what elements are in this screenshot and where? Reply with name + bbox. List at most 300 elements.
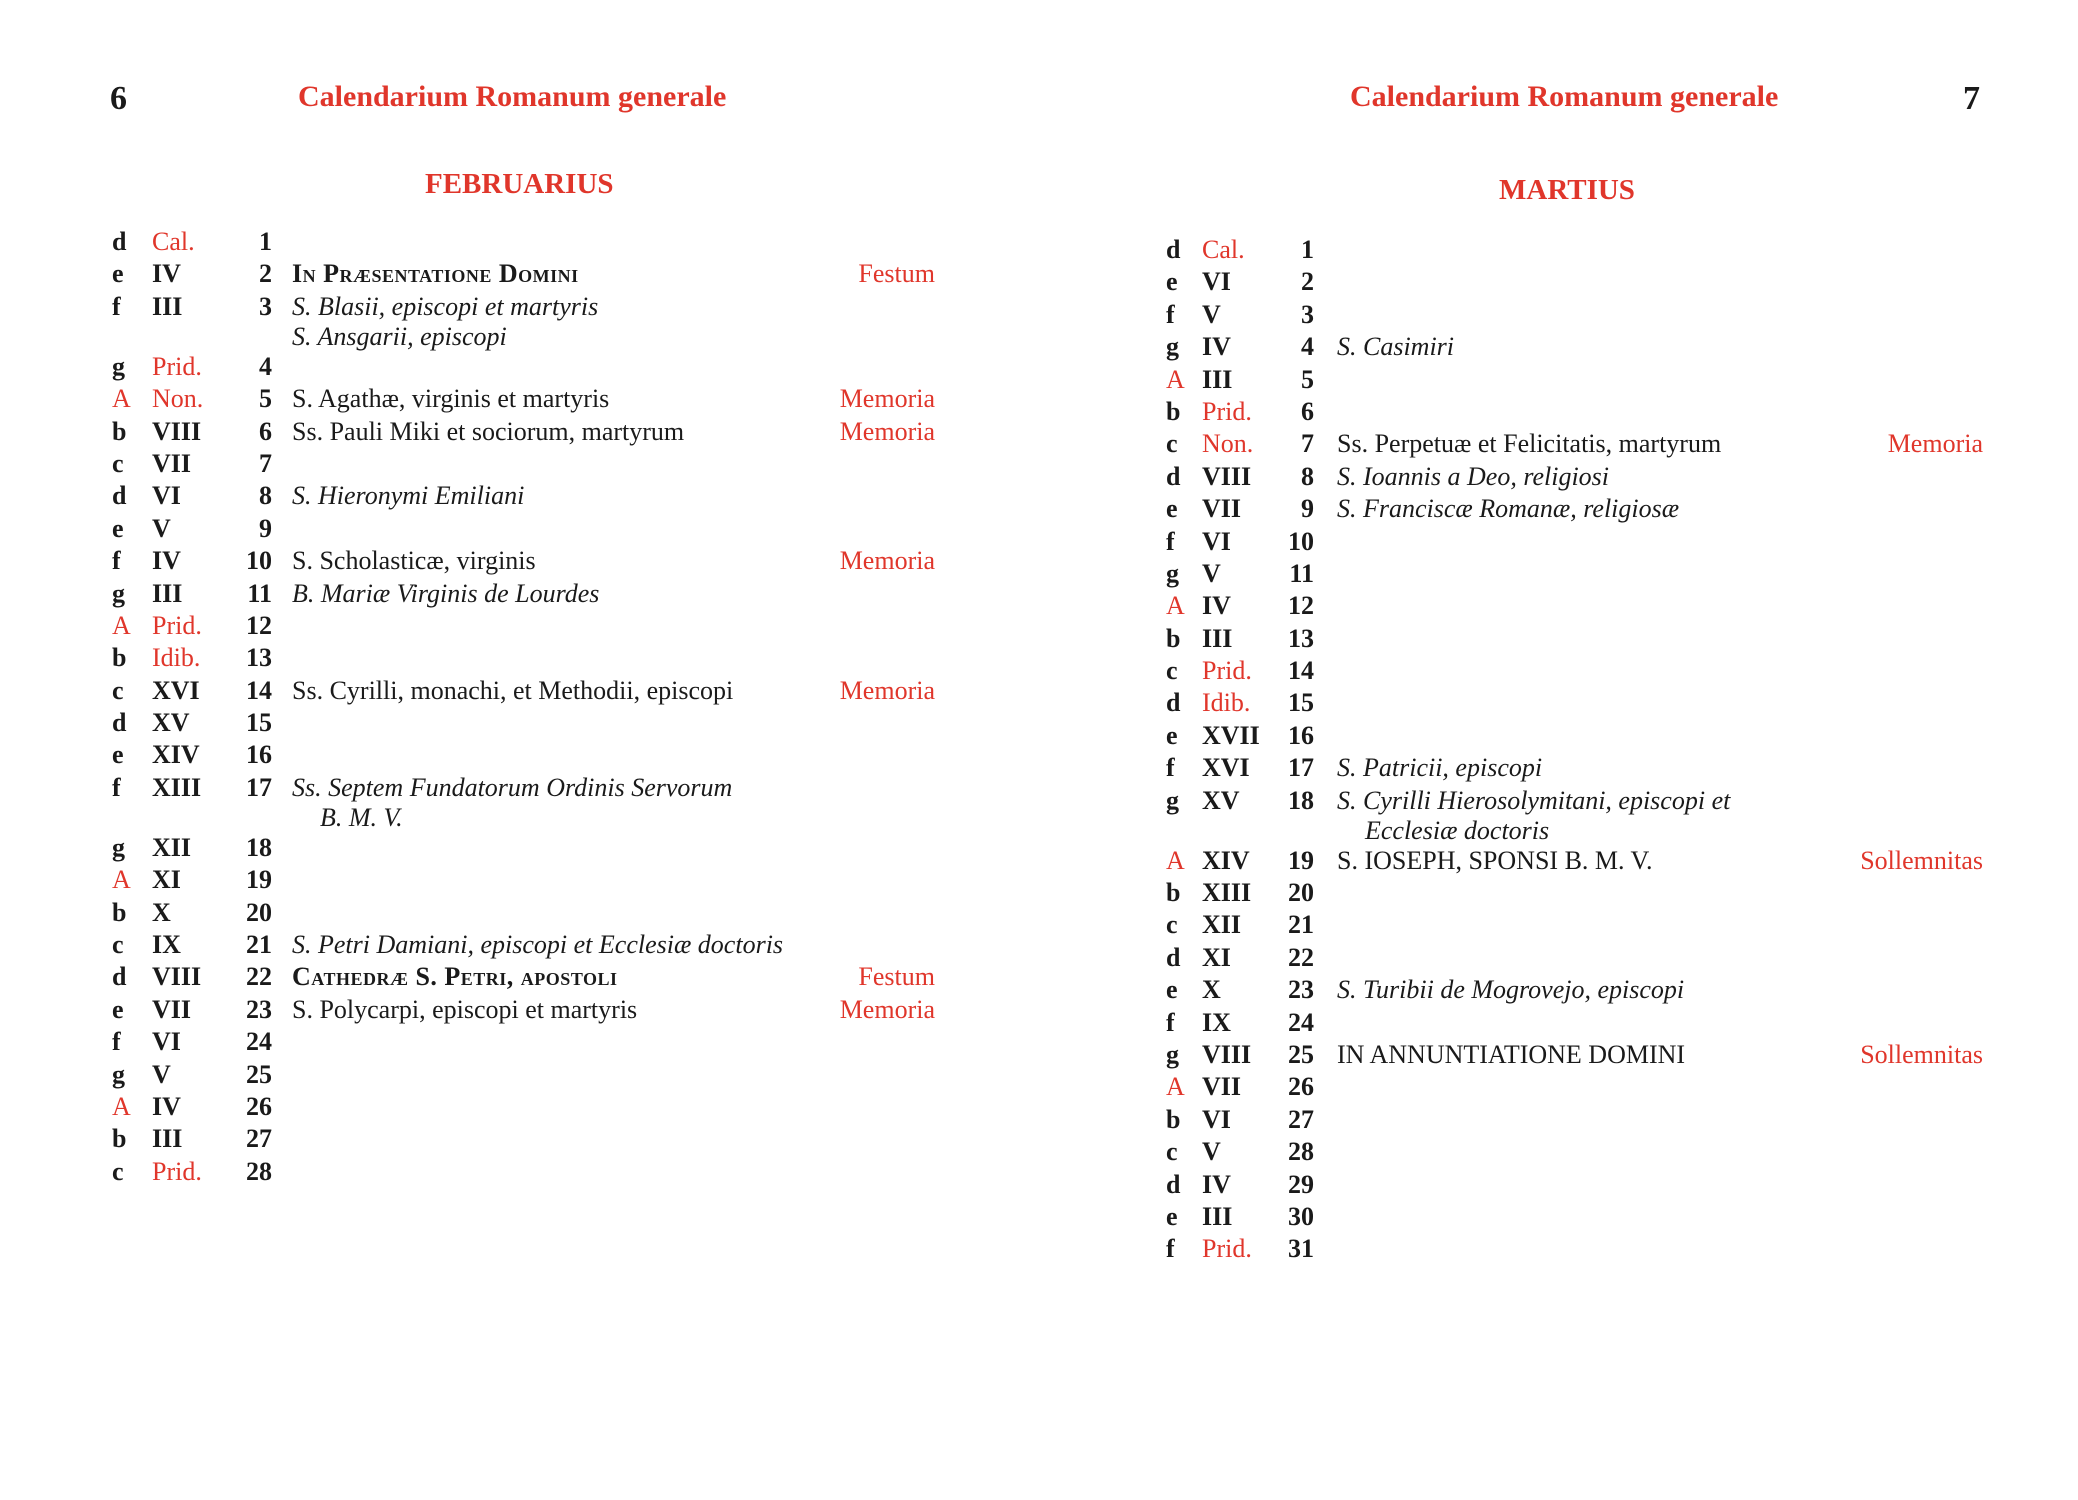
dominical-letter: d xyxy=(1166,1169,1181,1199)
calendar-row xyxy=(0,1026,1039,1058)
celebration-line: Ss. Cyrilli, monachi, et Methodii, episcopi xyxy=(292,675,734,705)
rank-label: Festum xyxy=(858,962,935,992)
calendar-row xyxy=(0,961,1039,993)
dominical-letter: f xyxy=(1166,1007,1175,1037)
calendar-row xyxy=(0,1156,1039,1188)
roman-date: Prid. xyxy=(152,1156,202,1186)
roman-date: III xyxy=(152,1124,183,1154)
day-number: 12 xyxy=(1288,591,1314,621)
day-number: 4 xyxy=(1301,332,1314,362)
roman-date: IV xyxy=(1202,332,1231,362)
dominical-letter: d xyxy=(1166,461,1181,491)
celebration xyxy=(292,675,733,707)
calendar-table-martius xyxy=(1039,234,2078,1266)
dominical-letter: A xyxy=(1166,364,1185,394)
day-number: 23 xyxy=(246,994,272,1024)
dominical-letter: b xyxy=(1166,623,1181,653)
dominical-letter: f xyxy=(112,546,121,576)
roman-date: V xyxy=(152,1059,171,1089)
celebration xyxy=(292,772,732,832)
celebration-line: S. Franciscæ Romanæ, religiosæ xyxy=(1337,494,1680,524)
roman-date: XVII xyxy=(1202,720,1260,750)
dominical-letter: f xyxy=(112,291,121,321)
celebration xyxy=(1337,331,1454,363)
roman-date: VII xyxy=(152,994,192,1024)
roman-date: IV xyxy=(1202,591,1231,621)
celebration-line: S. Agathæ, virginis et martyris xyxy=(292,384,610,414)
dominical-letter: d xyxy=(1166,942,1181,972)
day-number: 27 xyxy=(1288,1104,1314,1134)
roman-date: XI xyxy=(1202,942,1231,972)
roman-date: Prid. xyxy=(152,351,202,381)
calendar-row xyxy=(0,383,1039,415)
celebration xyxy=(1337,493,1679,525)
roman-date: III xyxy=(152,291,183,321)
dominical-letter: b xyxy=(112,1124,127,1154)
dominical-letter: e xyxy=(1166,494,1178,524)
celebration-line: S. Hieronymi Emiliani xyxy=(292,481,525,511)
day-number: 29 xyxy=(1288,1169,1314,1199)
day-number: 20 xyxy=(246,897,272,927)
dominical-letter: g xyxy=(1166,1039,1179,1069)
roman-date: VI xyxy=(1202,1104,1231,1134)
calendar-row xyxy=(1039,331,2078,363)
dominical-letter: c xyxy=(112,1156,124,1186)
dominical-letter: b xyxy=(1166,878,1181,908)
roman-date: X xyxy=(152,897,171,927)
calendar-row xyxy=(0,994,1039,1026)
dominical-letter: d xyxy=(112,962,127,992)
day-number: 11 xyxy=(247,578,272,608)
day-number: 11 xyxy=(1289,558,1314,588)
celebration-line: S. Turibii de Mogrovejo, episcopi xyxy=(1337,975,1685,1005)
day-number: 3 xyxy=(259,291,272,321)
dominical-letter: g xyxy=(1166,558,1179,588)
roman-date: III xyxy=(1202,623,1233,653)
calendar-row xyxy=(1039,266,2078,298)
page-number: 7 xyxy=(1963,80,1980,117)
roman-date: Cal. xyxy=(152,227,195,256)
day-number: 1 xyxy=(259,227,272,256)
dominical-letter: A xyxy=(112,610,131,640)
dominical-letter: b xyxy=(112,897,127,927)
roman-date: Prid. xyxy=(1202,396,1252,426)
day-number: 8 xyxy=(259,481,272,511)
celebration-line: S. IOSEPH, SPONSI B. M. V. xyxy=(1337,845,1653,875)
calendar-row xyxy=(0,642,1039,674)
celebration xyxy=(292,929,783,961)
celebration-line: S. Blasii, episcopi et martyris xyxy=(292,291,599,321)
celebration-line: S. Petri Damiani, episcopi et Ecclesiæ doctoris xyxy=(292,930,784,960)
roman-date: IV xyxy=(1202,1169,1231,1199)
day-number: 5 xyxy=(259,384,272,414)
dominical-letter: A xyxy=(112,384,131,414)
calendar-row xyxy=(1039,428,2078,460)
calendar-row xyxy=(0,1059,1039,1091)
roman-date: XV xyxy=(152,708,190,738)
day-number: 24 xyxy=(246,1027,272,1057)
calendar-row xyxy=(1039,234,2078,266)
dominical-letter: c xyxy=(112,930,124,960)
calendar-row xyxy=(1039,299,2078,331)
celebration xyxy=(292,994,637,1026)
roman-date: XIV xyxy=(1202,845,1250,875)
calendar-row xyxy=(0,545,1039,577)
dominical-letter: e xyxy=(1166,267,1178,297)
roman-date: Prid. xyxy=(152,610,202,640)
day-number: 26 xyxy=(246,1091,272,1121)
roman-date: Idib. xyxy=(152,643,201,673)
celebration xyxy=(1337,461,1609,493)
day-number: 8 xyxy=(1301,461,1314,491)
celebration-line: S. Patricii, episcopi xyxy=(1337,753,1543,783)
roman-date: VII xyxy=(1202,1072,1242,1102)
celebration-line: IN ANNUNTIATIONE DOMINI xyxy=(1337,1039,1686,1069)
rank-label: Sollemnitas xyxy=(1860,845,1983,875)
roman-date: XIII xyxy=(152,772,202,802)
calendar-row xyxy=(0,864,1039,896)
day-number: 18 xyxy=(1288,785,1314,815)
roman-date: V xyxy=(1202,1137,1221,1167)
calendar-row xyxy=(1039,461,2078,493)
day-number: 21 xyxy=(1288,910,1314,940)
running-head: Calendarium Romanum generale xyxy=(1350,80,1779,113)
day-number: 23 xyxy=(1288,975,1314,1005)
day-number: 17 xyxy=(246,772,272,802)
roman-date: XVI xyxy=(152,675,200,705)
calendar-row xyxy=(1039,1071,2078,1103)
dominical-letter: e xyxy=(112,740,124,770)
dominical-letter: b xyxy=(112,416,127,446)
calendar-row xyxy=(1039,1136,2078,1168)
calendar-row xyxy=(0,610,1039,642)
day-number: 22 xyxy=(1288,942,1314,972)
roman-date: Idib. xyxy=(1202,688,1251,718)
dominical-letter: e xyxy=(1166,1201,1178,1231)
celebration xyxy=(292,291,598,351)
day-number: 14 xyxy=(246,675,272,705)
calendar-row xyxy=(0,1123,1039,1155)
calendar-row xyxy=(1039,1104,2078,1136)
dominical-letter: g xyxy=(1166,785,1179,815)
calendar-row xyxy=(1039,1201,2078,1233)
dominical-letter: c xyxy=(1166,1137,1178,1167)
celebration xyxy=(292,545,536,577)
day-number: 2 xyxy=(1301,267,1314,297)
calendar-row xyxy=(0,513,1039,545)
celebration-line: Ss. Pauli Miki et sociorum, martyrum xyxy=(292,416,685,446)
calendar-row xyxy=(1039,364,2078,396)
roman-date: VIII xyxy=(1202,461,1252,491)
calendar-row xyxy=(1039,655,2078,687)
roman-date: III xyxy=(1202,1201,1233,1231)
celebration xyxy=(292,578,599,610)
roman-date: XV xyxy=(1202,785,1240,815)
calendar-row xyxy=(1039,1169,2078,1201)
day-number: 19 xyxy=(1288,845,1314,875)
day-number: 1 xyxy=(1301,235,1314,264)
calendar-row xyxy=(0,351,1039,383)
calendar-row xyxy=(1039,1233,2078,1265)
celebration xyxy=(1337,845,1652,877)
day-number: 5 xyxy=(1301,364,1314,394)
roman-date: VII xyxy=(152,448,192,478)
month-title: FEBRUARIUS xyxy=(425,168,614,200)
rank-label: Memoria xyxy=(839,675,935,705)
roman-date: XII xyxy=(152,832,192,862)
dominical-letter: f xyxy=(112,1027,121,1057)
calendar-row xyxy=(0,480,1039,512)
celebration-line: Ss. Septem Fundatorum Ordinis Servorum xyxy=(292,772,733,802)
day-number: 30 xyxy=(1288,1201,1314,1231)
rank-label: Memoria xyxy=(1887,429,1983,459)
celebration-line-2: B. M. V. xyxy=(320,802,403,832)
celebration xyxy=(292,480,524,512)
roman-date: VI xyxy=(1202,267,1231,297)
calendar-row xyxy=(0,707,1039,739)
roman-date: Non. xyxy=(1202,429,1254,459)
calendar-row xyxy=(0,897,1039,929)
celebration xyxy=(1337,752,1542,784)
day-number: 13 xyxy=(1288,623,1314,653)
celebration xyxy=(292,383,609,415)
dominical-letter: b xyxy=(1166,1104,1181,1134)
calendar-row xyxy=(0,675,1039,707)
roman-date: VII xyxy=(1202,494,1242,524)
day-number: 6 xyxy=(1301,396,1314,426)
dominical-letter: c xyxy=(112,675,124,705)
day-number: 7 xyxy=(1301,429,1314,459)
dominical-letter: b xyxy=(112,643,127,673)
day-number: 25 xyxy=(246,1059,272,1089)
dominical-letter: c xyxy=(1166,910,1178,940)
dominical-letter: f xyxy=(1166,526,1175,556)
dominical-letter: e xyxy=(112,259,124,289)
roman-date: XII xyxy=(1202,910,1242,940)
day-number: 4 xyxy=(259,351,272,381)
day-number: 28 xyxy=(246,1156,272,1186)
roman-date: Prid. xyxy=(1202,1234,1252,1264)
rank-label: Memoria xyxy=(839,384,935,414)
rank-label: Sollemnitas xyxy=(1860,1039,1983,1069)
dominical-letter: A xyxy=(1166,845,1185,875)
roman-date: VIII xyxy=(1202,1039,1252,1069)
calendar-table-februarius xyxy=(0,226,1039,1188)
roman-date: IX xyxy=(152,930,181,960)
dominical-letter: f xyxy=(1166,1234,1175,1264)
page-number: 6 xyxy=(110,80,127,117)
day-number: 10 xyxy=(246,546,272,576)
celebration xyxy=(1337,785,1730,845)
celebration-line: S. Scholasticæ, virginis xyxy=(292,546,536,576)
roman-date: VI xyxy=(152,1027,181,1057)
day-number: 16 xyxy=(246,740,272,770)
day-number: 19 xyxy=(246,865,272,895)
dominical-letter: g xyxy=(112,1059,125,1089)
calendar-row xyxy=(0,772,1039,832)
dominical-letter: A xyxy=(112,1091,131,1121)
day-number: 20 xyxy=(1288,878,1314,908)
right-page xyxy=(1039,0,2078,1500)
dominical-letter: c xyxy=(1166,429,1178,459)
roman-date: X xyxy=(1202,975,1221,1005)
roman-date: Non. xyxy=(152,384,204,414)
calendar-row xyxy=(1039,877,2078,909)
day-number: 15 xyxy=(246,708,272,738)
roman-date: XIII xyxy=(1202,878,1252,908)
celebration-line-2: S. Ansgarii, episcopi xyxy=(292,321,507,351)
celebration-line: Cathedræ S. Petri, apostoli xyxy=(292,962,618,992)
rank-label: Memoria xyxy=(839,994,935,1024)
calendar-row xyxy=(0,258,1039,290)
celebration-line: S. Polycarpi, episcopi et martyris xyxy=(292,994,638,1024)
day-number: 14 xyxy=(1288,656,1314,686)
rank-label: Festum xyxy=(858,259,935,289)
dominical-letter: f xyxy=(1166,299,1175,329)
roman-date: IV xyxy=(152,1091,181,1121)
dominical-letter: g xyxy=(1166,332,1179,362)
calendar-row xyxy=(1039,1007,2078,1039)
dominical-letter: d xyxy=(1166,688,1181,718)
calendar-row xyxy=(1039,687,2078,719)
calendar-row xyxy=(1039,752,2078,784)
day-number: 24 xyxy=(1288,1007,1314,1037)
calendar-row xyxy=(1039,909,2078,941)
celebration xyxy=(1337,428,1721,460)
celebration-line-2: Ecclesiæ doctoris xyxy=(1365,815,1550,845)
celebration xyxy=(292,961,618,993)
calendar-row xyxy=(1039,558,2078,590)
dominical-letter: g xyxy=(112,351,125,381)
calendar-row xyxy=(1039,590,2078,622)
day-number: 16 xyxy=(1288,720,1314,750)
day-number: 6 xyxy=(259,416,272,446)
calendar-row xyxy=(0,929,1039,961)
roman-date: VI xyxy=(1202,526,1231,556)
calendar-row xyxy=(0,291,1039,351)
dominical-letter: e xyxy=(112,513,124,543)
calendar-row xyxy=(0,739,1039,771)
day-number: 27 xyxy=(246,1124,272,1154)
calendar-row xyxy=(0,578,1039,610)
dominical-letter: g xyxy=(112,832,125,862)
roman-date: Cal. xyxy=(1202,235,1245,264)
celebration-line: S. Cyrilli Hierosolymitani, episcopi et xyxy=(1337,785,1731,815)
dominical-letter: f xyxy=(112,772,121,802)
dominical-letter: f xyxy=(1166,753,1175,783)
dominical-letter: d xyxy=(112,481,127,511)
day-number: 13 xyxy=(246,643,272,673)
day-number: 15 xyxy=(1288,688,1314,718)
roman-date: Prid. xyxy=(1202,656,1252,686)
calendar-row xyxy=(1039,493,2078,525)
calendar-row xyxy=(1039,526,2078,558)
celebration xyxy=(292,416,684,448)
day-number: 17 xyxy=(1288,753,1314,783)
rank-label: Memoria xyxy=(839,416,935,446)
day-number: 22 xyxy=(246,962,272,992)
roman-date: VIII xyxy=(152,416,202,446)
roman-date: V xyxy=(152,513,171,543)
roman-date: XVI xyxy=(1202,753,1250,783)
day-number: 2 xyxy=(259,259,272,289)
calendar-row xyxy=(0,226,1039,258)
roman-date: V xyxy=(1202,558,1221,588)
roman-date: III xyxy=(152,578,183,608)
celebration-line: In Præsentatione Domini xyxy=(292,259,579,289)
roman-date: XIV xyxy=(152,740,200,770)
dominical-letter: d xyxy=(112,708,127,738)
roman-date: IX xyxy=(1202,1007,1231,1037)
dominical-letter: c xyxy=(1166,656,1178,686)
running-head: Calendarium Romanum generale xyxy=(298,80,727,113)
calendar-row xyxy=(1039,845,2078,877)
celebration-line: S. Ioannis a Deo, religiosi xyxy=(1337,461,1610,491)
roman-date: XI xyxy=(152,865,181,895)
calendar-row xyxy=(1039,942,2078,974)
day-number: 3 xyxy=(1301,299,1314,329)
calendar-row xyxy=(1039,720,2078,752)
roman-date: IV xyxy=(152,546,181,576)
dominical-letter: e xyxy=(1166,975,1178,1005)
celebration-line: Ss. Perpetuæ et Felicitatis, martyrum xyxy=(1337,429,1722,459)
roman-date: V xyxy=(1202,299,1221,329)
dominical-letter: e xyxy=(1166,720,1178,750)
celebration xyxy=(1337,1039,1685,1071)
month-title: MARTIUS xyxy=(1499,174,1635,206)
calendar-row xyxy=(1039,623,2078,655)
dominical-letter: g xyxy=(112,578,125,608)
roman-date: VIII xyxy=(152,962,202,992)
dominical-letter: b xyxy=(1166,396,1181,426)
calendar-row xyxy=(0,1091,1039,1123)
dominical-letter: e xyxy=(112,994,124,1024)
celebration xyxy=(292,258,579,290)
day-number: 31 xyxy=(1288,1234,1314,1264)
calendar-row xyxy=(0,832,1039,864)
day-number: 21 xyxy=(246,930,272,960)
dominical-letter: c xyxy=(112,448,124,478)
day-number: 9 xyxy=(1301,494,1314,524)
celebration xyxy=(1337,974,1684,1006)
dominical-letter: d xyxy=(112,227,127,256)
roman-date: VI xyxy=(152,481,181,511)
dominical-letter: A xyxy=(112,865,131,895)
celebration-line: S. Casimiri xyxy=(1337,332,1455,362)
day-number: 18 xyxy=(246,832,272,862)
calendar-row xyxy=(1039,396,2078,428)
dominical-letter: A xyxy=(1166,1072,1185,1102)
dominical-letter: A xyxy=(1166,591,1185,621)
celebration-line: B. Mariæ Virginis de Lourdes xyxy=(292,578,600,608)
dominical-letter: d xyxy=(1166,235,1181,264)
calendar-row xyxy=(1039,974,2078,1006)
calendar-row xyxy=(0,448,1039,480)
day-number: 28 xyxy=(1288,1137,1314,1167)
day-number: 26 xyxy=(1288,1072,1314,1102)
day-number: 25 xyxy=(1288,1039,1314,1069)
day-number: 9 xyxy=(259,513,272,543)
day-number: 10 xyxy=(1288,526,1314,556)
roman-date: IV xyxy=(152,259,181,289)
calendar-row xyxy=(1039,1039,2078,1071)
day-number: 7 xyxy=(259,448,272,478)
day-number: 12 xyxy=(246,610,272,640)
calendar-row xyxy=(0,416,1039,448)
calendar-row xyxy=(1039,785,2078,845)
roman-date: III xyxy=(1202,364,1233,394)
rank-label: Memoria xyxy=(839,546,935,576)
